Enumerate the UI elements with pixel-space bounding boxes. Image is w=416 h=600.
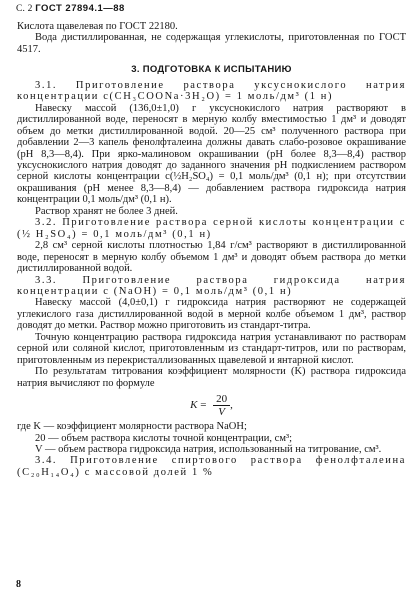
page-prefix: С. 2 <box>16 4 33 14</box>
standard-number: ГОСТ 27894.1—88 <box>35 3 125 14</box>
section-heading: 3. ПОДГОТОВКА К ИСПЫТАНИЮ <box>131 64 292 76</box>
page-number: 8 <box>16 579 21 590</box>
subsection-heading: 3.3. Приготовление раствора гидроксида натрия концентрации c (NaOH) = 0,1 моль/дм³ (0,1 н) <box>17 274 406 297</box>
legend-line: 20 — объем раствора кислоты точной концентрации, см³; <box>35 432 293 444</box>
paragraph: 2,8 см³ серной кислоты плотностью 1,84 г/см³ растворяют в дистиллированной воде, переносят в мерную колбу объемом 1 дм³ и доводят объем раствора до метки дистиллированной водой. <box>17 240 406 275</box>
formula-denominator: V <box>218 406 226 419</box>
paragraph: Навеску массой (136,0±1,0) г уксуснокислого натрия растворяют в дистиллированной воде, переносят в мерную колбу вместимостью 1 дм³ и доводят объем до метки дистиллированной водой. 20—25 см³ полученного раствора при добавлении 2—3 капель фенолфталеина должны давать слабо-розовое окрашивание (pH 8,3—8,4). При ярко-малиновом окрашивании (pH более 8,3—8,4) раствор уксуснокислого натрия доводят до заданного значения pH подкислением раствором серной кислоты концентрации c(½H₂SO₄) = 0,1 моль/дм³ (0,1 н); при отсутствии окрашивания (pH менее 8,3—8,4) — добавлением раствора гидроксида натрия концентрации 0,1 моль/дм³ (0,1 н). <box>17 102 406 206</box>
text-line: Кислота щавелевая по ГОСТ 22180. <box>17 21 178 32</box>
formula-fraction <box>213 393 230 418</box>
text-line: Вода дистиллированная, не содержащая углекислоты, приготовленная по ГОСТ 4517. <box>17 32 406 55</box>
subsection-heading: 3.4. Приготовление спиртового раствора фенолфталеина (C₂₀H₁₄O₄) с массовой долей 1 % <box>17 455 406 478</box>
running-header <box>16 3 125 14</box>
legend-line: V — объем раствора гидроксида натрия, использованный на титрование, см³. <box>35 443 382 455</box>
formula-equals: = <box>200 399 207 412</box>
formula-numerator: 20 <box>213 393 230 406</box>
subsection-heading: 3.2. Приготовление раствора серной кислоты концентрации c (½ H₂SO₄) = 0,1 моль/дм³ (0,1 н) <box>17 217 406 240</box>
paragraph: Навеску массой (4,0±0,1) г гидроксида натрия растворяют не содержащей углекислого газа дистиллированной водой в мерной колбе объемом 1 дм³, раствор доводят до метки. Раствор можно приготовить из стандарт-титра. <box>17 297 406 332</box>
formula-lhs: K <box>190 399 198 412</box>
paragraph: Раствор хранят не более 3 дней. <box>35 205 178 217</box>
formula-trail: , <box>230 399 233 412</box>
legend-line: где K — коэффициент молярности раствора NaOH; <box>17 421 247 433</box>
formula <box>17 393 406 418</box>
document-body <box>17 21 406 478</box>
paragraph: По результатам титрования коэффициент молярности (K) раствора гидроксида натрия вычисляют по формуле <box>17 366 406 389</box>
paragraph: Точную концентрацию раствора гидроксида натрия устанавливают по растворам серной или соляной кислот, приготовленным из стандарт-титров, или по растворам, приготовленным из перекристаллизованных щавелевой и янтарной кислот. <box>17 331 406 366</box>
subsection-heading: 3.1. Приготовление раствора уксуснокислого натрия концентрации c(CH₃COONa·3H₂O) = 1 моль/дм³ (1 н) <box>17 79 406 103</box>
